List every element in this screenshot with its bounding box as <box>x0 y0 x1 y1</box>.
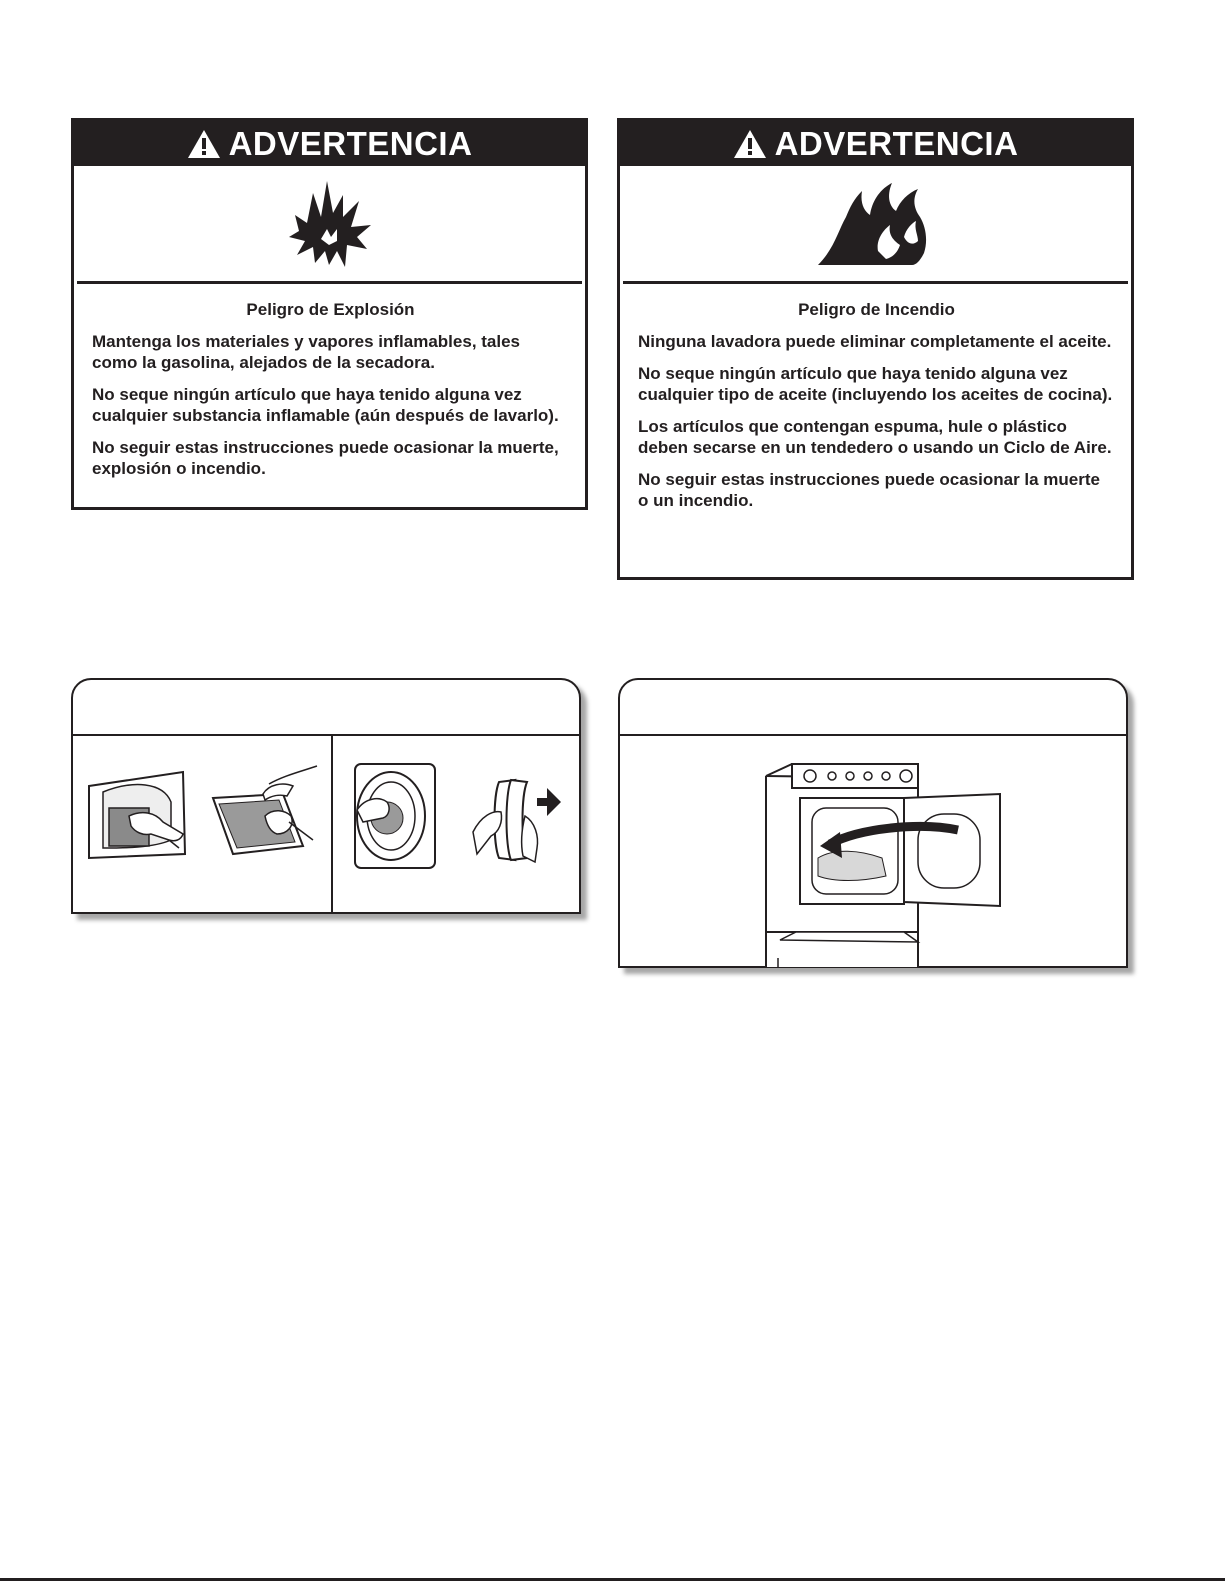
warning-header-text: ADVERTENCIA <box>228 124 473 162</box>
warning-triangle-icon <box>187 129 221 159</box>
hazard-icon-area <box>623 166 1128 284</box>
warning-title: Peligro de Explosión <box>246 300 415 319</box>
warning-paragraph: No seque ningún artículo que haya tenido alguna vez cualquier tipo de aceite (incluyendo los aceites de cocina). <box>638 364 1113 404</box>
dryer-cell <box>620 736 1126 966</box>
illustration-row <box>620 736 1126 966</box>
warning-triangle-icon <box>733 129 767 159</box>
warning-paragraph: Mantenga los materiales y vapores inflamables, tales como la gasolina, alejados de la secadora. <box>92 332 521 372</box>
warning-paragraph: No seguir estas instrucciones puede ocasionar la muerte, explosión o incendio. <box>92 438 559 478</box>
warning-fire-box <box>617 118 1134 580</box>
dryer-loading-illustration-box <box>618 678 1128 968</box>
illustration-header <box>620 680 1126 736</box>
warning-paragraph: No seque ningún artículo que haya tenido alguna vez cualquier substancia inflamable (aún después de lavarlo). <box>92 385 559 425</box>
illustration-header <box>73 680 579 736</box>
warning-paragraph: No seguir estas instrucciones puede ocasionar la muerte o un incendio. <box>638 470 1100 510</box>
lint-screen-removal-icon <box>73 736 332 912</box>
warning-header-text: ADVERTENCIA <box>774 124 1019 162</box>
lint-cleaning-illustration-box <box>71 678 581 914</box>
warning-body <box>620 284 1131 521</box>
page-footer-rule <box>0 1578 1225 1581</box>
explosion-icon <box>285 179 375 269</box>
warning-header <box>620 121 1131 166</box>
warning-body <box>74 284 585 489</box>
fire-icon <box>816 179 936 269</box>
warning-title: Peligro de Incendio <box>798 300 955 319</box>
stacked-dryer-loading-icon <box>620 736 1126 968</box>
warning-paragraph: Los artículos que contengan espuma, hule o plástico deben secarse en un tendedero o usando un Ciclo de Aire. <box>638 417 1112 457</box>
door-seal-removal-icon <box>463 736 573 912</box>
arrow-right-icon <box>537 788 561 816</box>
illustration-row <box>73 736 579 912</box>
warning-explosion-box <box>71 118 588 510</box>
lint-filter-cell <box>73 736 331 912</box>
hazard-icon-area <box>77 166 582 284</box>
warning-paragraph: Ninguna lavadora puede eliminar completamente el aceite. <box>638 332 1112 351</box>
drum-cell <box>331 736 579 912</box>
warning-header <box>74 121 585 166</box>
